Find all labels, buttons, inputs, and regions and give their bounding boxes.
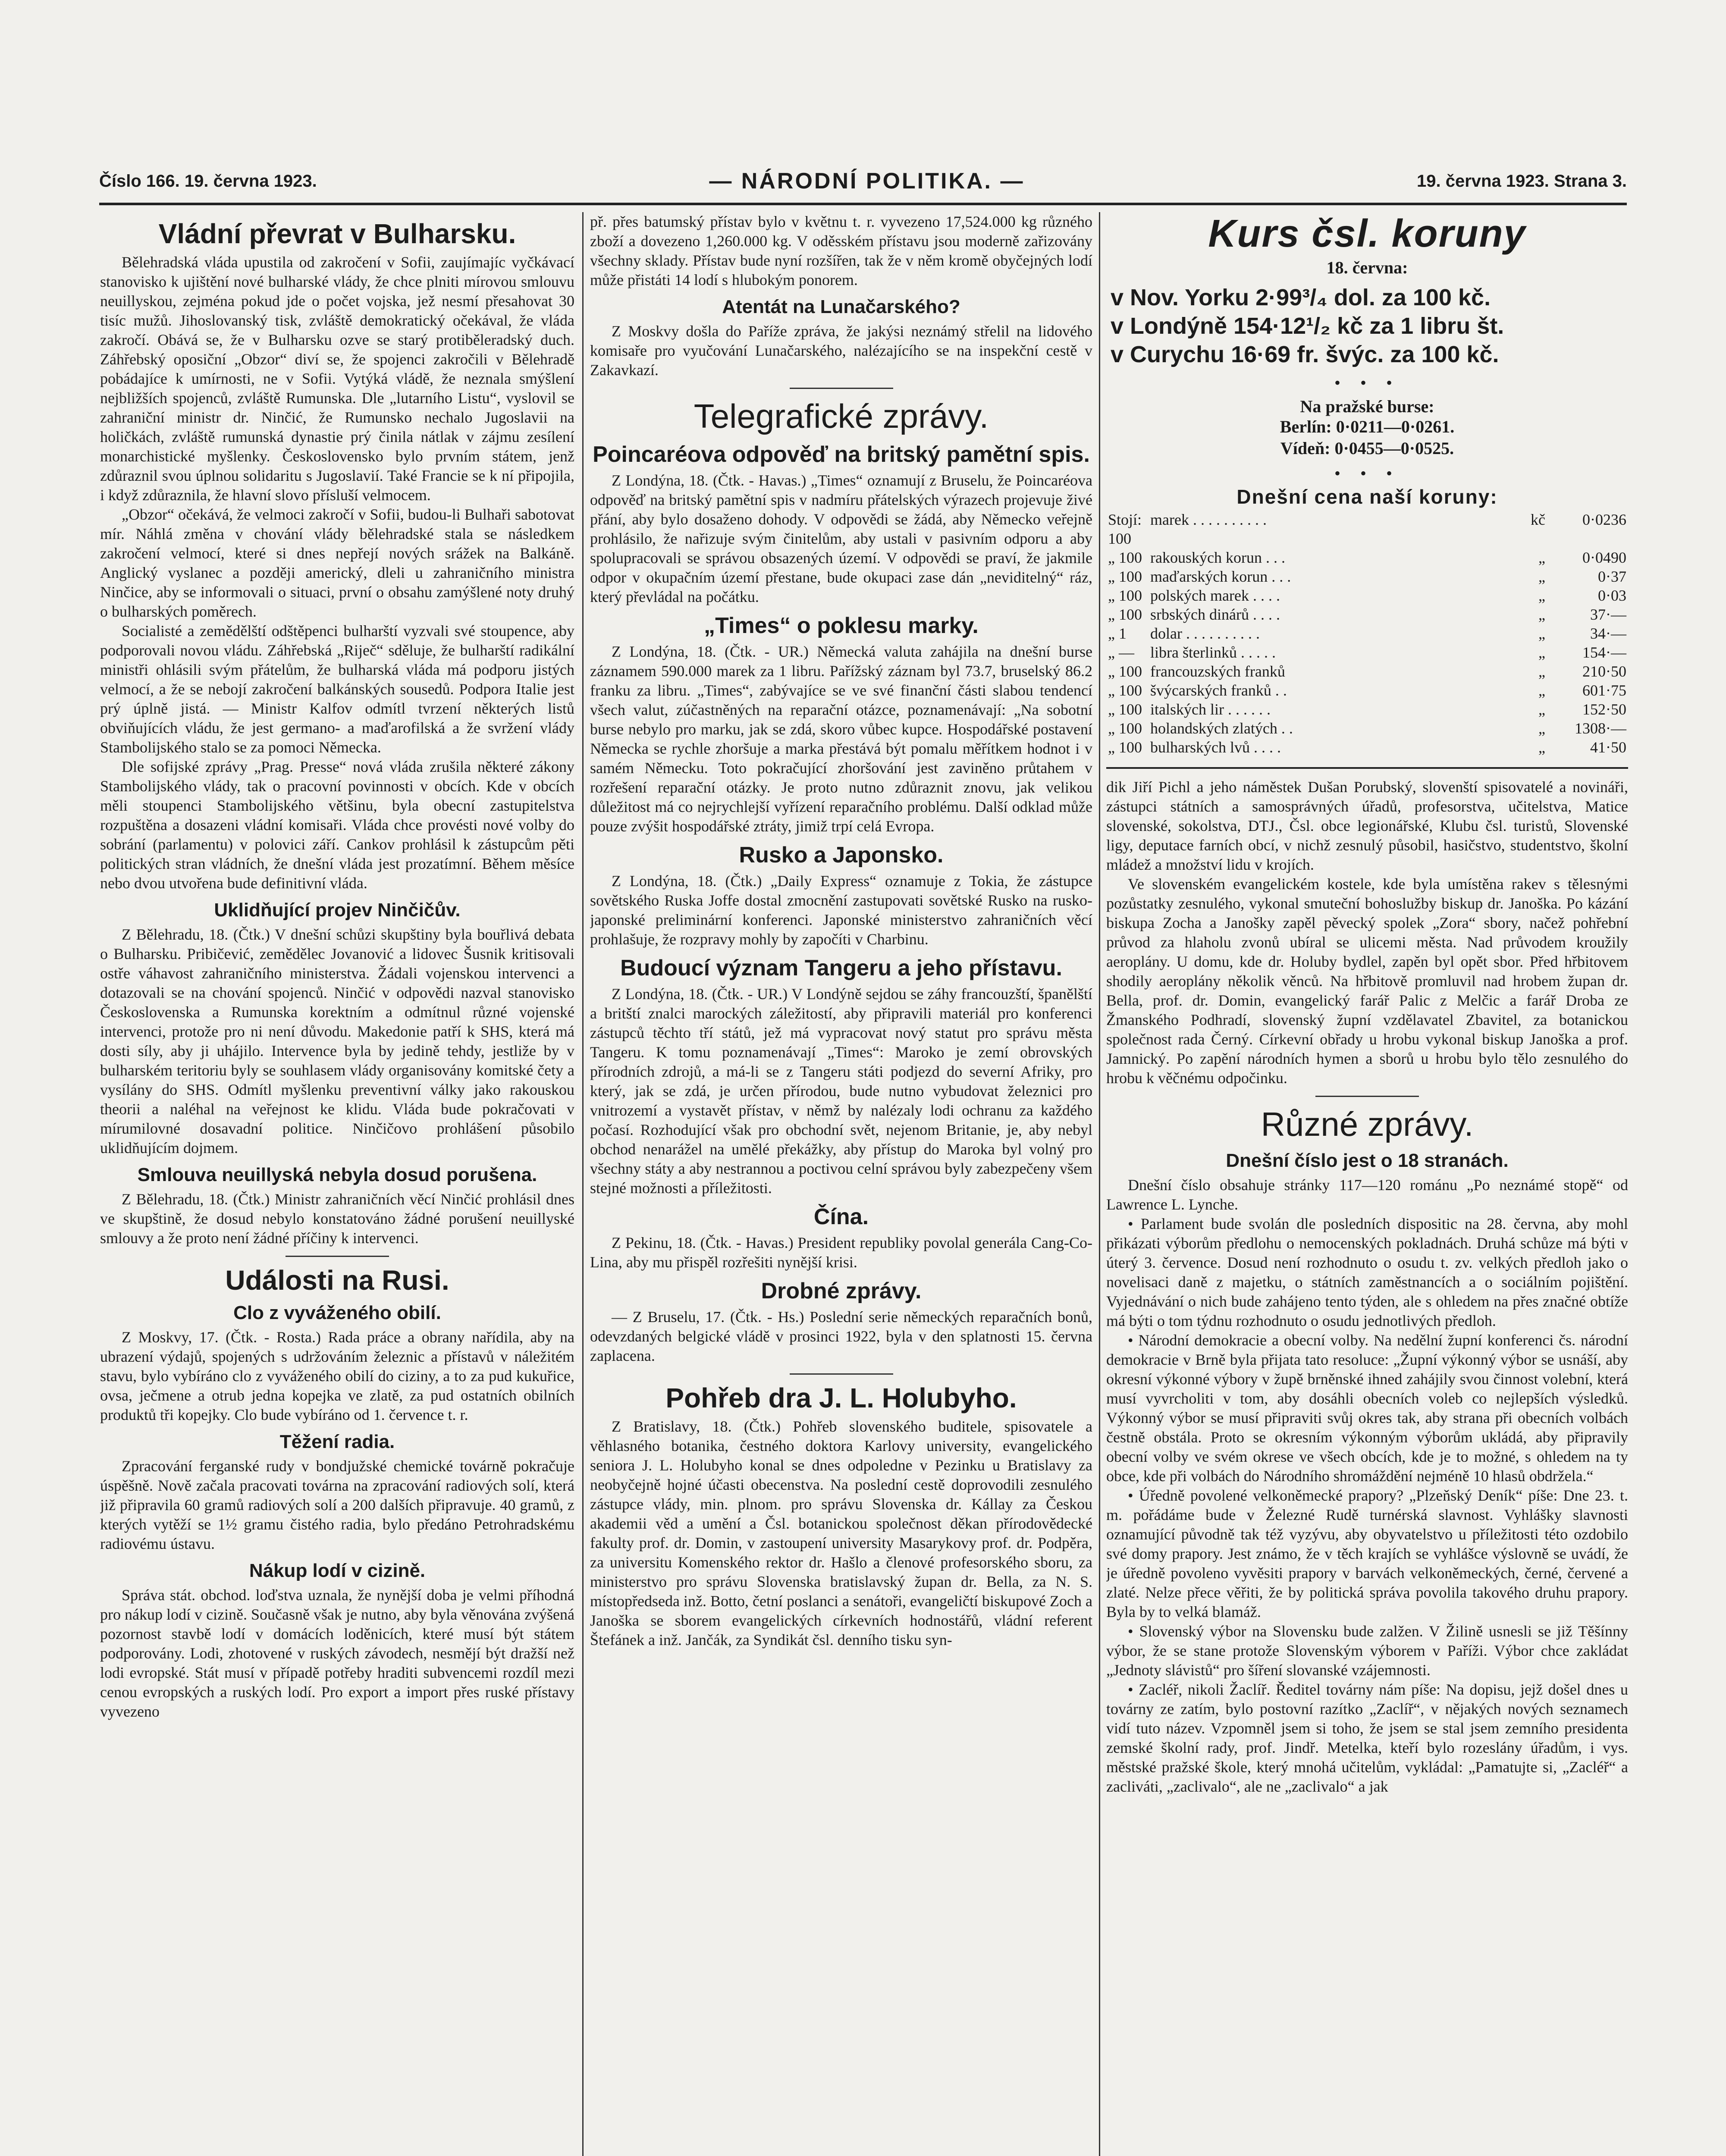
article-paragraph: Dnešní číslo obsahuje stránky 117—120 románu „Po neznámé stopě“ od Lawrence L. Lynche. (1106, 1176, 1628, 1213)
rate-unit: „ (1538, 682, 1545, 699)
article-paragraph: • Parlament bude svolán dle posledních dispositic na 28. června, aby mohl přikázati výborům předlohu o nemocenských pokladnách. Druhá schůze má býti v úterý 3. července. Dosud není rozhodnuto o osudu t. zv. velkých předloh jako o novelisaci daně z majetku, o státních zaměstnancích a o sociálním pojištění. Vyjednávání o nich bude zahájeno tento týden, ale s ohledem na přes značné obtíže má býti o tom týdnu rozhodnuto o osudu jednotlivých předloh. (1106, 1215, 1628, 1329)
article-paragraph: Z Londýna, 18. (Čtk. - UR.) V Londýně sejdou se záhy francouzští, španělští a britští znalci marockých záležitostí, aby připravili materiál pro konferenci zástupců těchto tří států, jež má vypracovat nový statut pro správu města Tangeru. K tomu poznamenávají „Times“: Maroko je zemí obrovských přírodních zdrojů, a má-li se z Tangeru státi podjezd do severní Afriky, pro který, jak se zdá, je určen přírodou, bude nutno vybudovat železnici pro vnitrozemí a vystavět přístav, v němž by nalézaly lodi ochranu za každého počasí. Rozhodující však pro obchodní svět, nejenom Britanie, je, aby nebyl obchod nenarážel na umělé překážky, aby přístup do Maroka byl volný pro všechny státy a aby nestrannou a poctivou celní správou byly zabezpečeny všem stejné možnosti a příležitosti. (590, 985, 1092, 1197)
rate-currency: srbských dinárů . . . . (1150, 606, 1280, 623)
rate-row (1106, 605, 1628, 624)
article-subtitle: Dnešní číslo jest o 18 stranách. (1226, 1150, 1509, 1171)
section-divider (1315, 1096, 1419, 1097)
article-subtitle: Smlouva neuillyská nebyla dosud porušena. (137, 1164, 537, 1185)
rate-value: 152·50 (1582, 701, 1626, 718)
article-paragraph: př. přes batumský přístav bylo v květnu t. r. vyvezeno 17,524.000 kg různého zboží a dovezeno 1,260.000 kg. V oděsském přístavu jsou moderně zařizovány všechny sklady. Přístav bude nyní rozšířen, tak že v něm kromě obyčejných lodí může přistáti 14 lodí s hlubokým ponorem. (590, 213, 1092, 288)
rate-unit: „ (1538, 720, 1545, 737)
article-paragraph: • Úředně povolené velkoněmecké prapory? „Plzeňský Deník“ píše: Dne 23. t. m. pořádáme bude v Železné Rudě turnérská slavnost. Vyhlášky slavnosti oznamující původně tak též vyzývu, aby obyvatelstvo u příležitosti této ozdobilo své domy prapory. Jest známo, že v těch krajích se vyhlášce výslovně se uvádí, že je úředně povoleno vyvěsiti prapory v barvách velkoněmeckých, černé, červené a zlaté. Nelze přece věřiti, že by politická správa povolila takového druhu prapory. Byla by to velká blamáž. (1106, 1487, 1628, 1620)
article-paragraph: Dle sofijské zprávy „Prag. Presse“ nová vláda zrušila některé zákony Stambolijského vlády, tak o pracovní povinnosti v obcích. Kde v obcích měli stoupenci Stambolijského většinu, byla obecní zastupitelstva rozpuštěna a dosazeni vládní komisaři. Vláda chce provésti nové volby do sobrání (parlamentu) v polovici září. Cankov prohlásil k zástupcům pěti politických stran vládních, že dnešní vláda jest prozatímní. Během měsíce nebo dvou utvořena bude definitivní vláda. (100, 758, 574, 892)
bourse-heading: Na pražské burse: (1300, 397, 1434, 416)
article-subtitle: „Times“ o poklesu marky. (704, 613, 979, 638)
exchange-rate-title: Kurs čsl. koruny (1208, 212, 1526, 255)
rate-unit: „ (1538, 644, 1545, 661)
article-subtitle: Drobné zprávy. (761, 1279, 922, 1304)
ornament: • • • (1334, 464, 1400, 483)
rate-row (1106, 681, 1628, 700)
rate-row (1106, 624, 1628, 643)
rates-table (1106, 510, 1628, 757)
rate-quantity: „ — (1108, 644, 1134, 661)
rate-zurich: v Curychu 16·69 fr. švýc. za 100 kč. (1111, 342, 1499, 367)
article-paragraph: Socialisté a zemědělští odštěpenci bulharští vyzvali své stoupence, aby podporovali novou vládu. Záhřebská „Riječ“ sděluje, že bulharští radikální ministři ohlásili svým přátelům, že bulharská vláda má podporu jistých velmocí, a že se nebojí zakročení balkánských sousedů. Podpora Italie jest prý úplně jistá. — Ministr Kalfov odmítl tvrzení některých listů obviňujících vládu, že jest germano- a maďarofilská a že svržení vlády Stambolijského stalo se za pomoci Německa. (100, 622, 574, 756)
rate-unit: „ (1538, 625, 1545, 642)
article-subtitle: Poincaréova odpověď na britský pamětní spis. (593, 442, 1090, 467)
article-paragraph: Z Pekinu, 18. (Čtk. - Havas.) President republiky povolal generála Cang-Co-Lina, aby mu přispěl rozřešiti nynější krisi. (590, 1234, 1092, 1271)
rate-unit: „ (1538, 549, 1545, 566)
article-paragraph: • Slovenský výbor na Slovensku bude zalžen. V Žilině usnesli se již Těšínny výbor, že se stane protože Slovenským výborem v Paříži. Výbor chce zakládat „Jednoty slávistů“ pro šíření slovanské vzájemnosti. (1106, 1623, 1628, 1679)
exchange-rate-date: 18. června: (1326, 258, 1408, 277)
rate-currency: švýcarských franků . . (1150, 682, 1287, 699)
article-paragraph: Z Londýna, 18. (Čtk. - Havas.) „Times“ oznamují z Bruselu, že Poincaréova odpověď na britský pamětní spis v nadmíru přátelských výrazech projevuje živé přání, aby bylo dosaženo dohody. V odpovědi se žádá, aby Německo veřejně prohlásilo, že nařizuje svým činitelům, aby ustali v pasivním odporu a aby spolupracovali se správou obsazených území. V odpovědi se praví, že jakmile odpor v okupačním území přestane, bude okupaci zase dán „neviditelný“ ráz, který převládal na počátku. (590, 472, 1092, 605)
rate-new-york: v Nov. Yorku 2·99³/₄ dol. za 100 kč. (1111, 285, 1491, 310)
rate-currency: marek . . . . . . . . . . (1150, 511, 1267, 528)
column-divider (1099, 212, 1100, 2156)
article-paragraph: „Obzor“ očekává, že velmoci zakročí v Sofii, budou-li Bulhaři sabotovat mír. Náhlá změna v chování vlády bělehradské stala se následkem zakročení velmocí, které si dnes nepřejí nových srážek na Balkáně. Anglický vyslanec a později americký, dleli u zahraničního ministra Ninčice, aby se informovali o situaci, první o obsahu zamýšlené noty druhý o bulharských poměrech. (100, 506, 574, 620)
section-divider (286, 1256, 389, 1257)
issue-number: Číslo 166. 19. června 1923. (99, 171, 317, 191)
article-paragraph: Zpracování ferganské rudy v bondjužské chemické továrně pokračuje úspěšně. Nově začala pracovati továrna na zpracování radiových solí, která již připravila 60 gramů radiových solí a 200 dalších připravuje. 40 gramů, z kterých vytěží se 1½ gramu čistého radia, bylo předáno Petrohradskému radiovému ústavu. (100, 1457, 574, 1552)
rate-value: 41·50 (1590, 739, 1626, 756)
article-title: Různé zprávy. (1261, 1105, 1474, 1143)
bourse-vienna: Vídeň: 0·0455—0·0525. (1280, 439, 1454, 458)
ornament: • • • (1334, 373, 1400, 392)
rate-unit: „ (1538, 739, 1545, 756)
rate-value: 0·0490 (1582, 549, 1626, 566)
article-paragraph: — Z Bruselu, 17. (Čtk. - Hs.) Poslední serie německých reparačních bonů, odevzdaných belgické vládě v prosinci 1922, byla v den splatnosti 15. června zaplacena. (590, 1308, 1092, 1364)
header-rule (99, 203, 1627, 205)
rate-value: 0·03 (1598, 587, 1626, 604)
rate-row (1106, 510, 1628, 548)
article-subtitle: Uklidňující projev Ninčičův. (214, 899, 461, 921)
article-title: Události na Rusi. (225, 1265, 449, 1296)
article-paragraph: Z Londýna, 18. (Čtk. - UR.) Německá valuta zahájila na dnešní burse záznamem 590.000 marek za 1 libru. Pařížský záznam byl 73.7, bruselský 86.2 franku za libru. „Times“, zabývajíce se ve své finanční části slabou tendencí všech valut, zúčastněných na reparační otázce, poznamenávají: „Na sobotní burse nebylo pro marku, jak se zdá, skoro vůbec kupce. Hospodářské postavení Německa se rychle zhoršuje a marka přestává být pomalu měřítkem hodnot i v samém Německu. Toto pokračující zhoršování jest zaviněno průtahem v rozřešení reparační otázky. Je proto nutno zdůraznit znovu, jak velikou důležitost má co nejrychlejší vyřízení reparačního problému. Další odklad může pouze zvýšit hospodářské ztráty, jimiž trpí celá Evropa. (590, 643, 1092, 835)
rate-value: 1308·— (1575, 720, 1626, 737)
rate-currency: francouzských franků (1150, 663, 1285, 680)
rate-currency: holandských zlatých . . (1150, 720, 1293, 737)
rate-row (1106, 700, 1628, 719)
rate-currency: libra šterlinků . . . . . (1150, 644, 1276, 661)
masthead: — NÁRODNÍ POLITIKA. — (709, 169, 1025, 194)
article-paragraph: dik Jiří Pichl a jeho náměstek Dušan Porubský, slovenští spisovatelé a novináři, zástupci státních a samosprávných úřadů, profesorstva, učitelstva, Matice slovenské, sokolstva, DTJ., Čsl. obce legionářské, Klubu čsl. turistů, Slovenské ligy, deputace farních obcí, v nichž zesnulý působil, hasičstvo, studentstvo, školní mládež a množství lidu v krojích. (1106, 778, 1628, 873)
rate-currency: italských lir . . . . . . (1150, 701, 1271, 718)
rate-quantity: „ 100 (1108, 549, 1142, 566)
section-divider (790, 1373, 893, 1375)
article-title: Telegrafické zprávy. (694, 397, 989, 435)
rate-quantity: „ 100 (1108, 587, 1142, 604)
article-subtitle: Rusko a Japonsko. (739, 843, 944, 868)
article-paragraph: Z Bratislavy, 18. (Čtk.) Pohřeb slovenského buditele, spisovatele a věhlasného botanika, čestného doktora Karlovy university, evangelického seniora J. L. Holubyho konal se dnes odpoledne v Pezinku u Bratislavy za neobyčejně hojné účasti obecenstva. Na poslední cestě doprovodili zesnulého zástupce vlády, min. plnom. pro správu Slovenska dr. Kállay za Českou akademii věd a umění a Čsl. botanickou společnost děkan přírodovědecké fakulty prof. dr. Domin, v zastoupení university Masarykovy prof. dr. Podpěra, za universitu Komenského rektor dr. Hašlo a členové profesorského sboru, za ministerstvo pro správu Slovenska bratislavský župan dr. Bella, za N. S. místopředseda inž. Botto, četní poslanci a senátoři, evangeličtí biskupové Zoch a Janoška se sborem evangelických církevních hodnostářů, vládní referent Štefánek a inž. Jančák, za Syndikát čsl. denního tisku syn- (590, 1418, 1092, 1648)
rate-currency: rakouských korun . . . (1150, 549, 1285, 566)
column-3 (1106, 212, 1628, 2156)
rate-unit: „ (1538, 663, 1545, 680)
rate-row (1106, 567, 1628, 586)
article-subtitle: Nákup lodí v cizině. (249, 1560, 426, 1581)
article-paragraph: Ve slovenském evangelickém kostele, kde byla umístěna rakev s tělesnými pozůstatky zesnulého, vykonal smuteční bohoslužby biskup dr. Janoška. Po kázání biskupa Zocha a Janošky zapěl pěvecký spolek „Zora“ sbory, načež pohřební průvod za hlaholu zvonů ubíral se ulicemi města. Nad průvodem kroužily aeroplány. U domu, kde dr. Holuby bydlel, zapěn byl opět sbor. Před hřbitovem shodily aeroplány několik věnců. Na hřbitově promluvil nad hrobem župan dr. Bella, prof. dr. Domin, evangelický farář Palic z Melčic a farář Droba ze Žmanského Podhradí, slovenský župní vzdělavatel Zbavitel, za botanickou společnost rada Černý. Církevní obřady u hrobu vykonal biskup Janoška a prof. Jamnický. Po zapění národních hymen a sborů u hrobu bylo tělo zesnulého do hrobu k věčnému odpočinku. (1106, 875, 1628, 1087)
rate-london: v Londýně 154·12¹/₂ kč za 1 libru št. (1111, 313, 1504, 339)
article-paragraph: Z Bělehradu, 18. (Čtk.) Ministr zahraničních věcí Ninčić prohlásil dnes ve skupštině, že dosud nebylo konstatováno žádné porušení neuillyské smlouvy a že proto není žádné příčiny k intervenci. (100, 1191, 574, 1247)
section-divider (790, 388, 893, 389)
article-title: Vládní převrat v Bulharsku. (158, 218, 516, 249)
bourse-berlin: Berlín: 0·0211—0·0261. (1280, 417, 1455, 436)
page-header (99, 164, 1627, 198)
rate-currency: bulharských lvů . . . . (1150, 739, 1281, 756)
article-title: Pohřeb dra J. L. Holubyho. (665, 1382, 1017, 1413)
rate-value: 210·50 (1582, 663, 1626, 680)
rate-quantity: „ 100 (1108, 739, 1142, 756)
rate-unit: „ (1538, 606, 1545, 623)
rate-row (1106, 662, 1628, 681)
rate-row (1106, 548, 1628, 567)
article-paragraph: • Zacléř, nikoli Žaclíř. Ředitel továrny nám píše: Na dopisu, jejž došel dnes u továrny ze zatím, bylo postovní razítko „Zaclíř“, v nějakých nových seznamech vidí tuto název. Vzpomněl jsem si toho, že jsem se stal jsem zemního presidenta zemské školní rady, prof. Jindř. Metelka, kteří bylo rozeslány úřadům, i vys. městské pražské škole, který mnohá učitelům, vykládal: „Pamatujte si, „Zacléř“ a zacliváti, „zaclivalo“, ale ne „zaclivalo“ a jak (1106, 1681, 1628, 1795)
article-subtitle: Čína. (813, 1204, 869, 1229)
rate-currency: polských marek . . . . (1150, 587, 1280, 604)
article-paragraph: Správa stát. obchod. loďstva uznala, že nynější doba je velmi příhodná pro nákup lodí v cizině. Současně však je nutno, aby byla věnována zvýšená pozornost stavbě lodí v domácích loděnicích, které musí být státem podporovány. Lodi, zhotovené v ruských závodech, nesmějí být dražší než lodi evropské. Stát musí v případě potřeby hraditi subvencemi rozdíl mezi cenou evropských a ruských lodí. Pro export a import přes ruské přístavy vyvezeno (100, 1586, 574, 1720)
rate-unit: „ (1538, 701, 1545, 718)
article-paragraph: Z Bělehradu, 18. (Čtk.) V dnešní schůzi skupštiny byla bouřlivá debata o Bulharsku. Pribičević, zemědělec Jovanović a lidovec Šusnik kritisovali ostře váhavost zahraničního ministerstva. Žádali vojenskou intervenci a dotazovali se na chování spojenců. Ninčić v odpovědi nazval stanovisko Československa a Rumunska korektním a odmítnul různé vojenské intervenci, protože pro ni není důvodu. Makedonie patří k SHS, která má dosti síly, aby ji uhájilo. Intervence byla by jedině tehdy, jestliže by v bulharském teritoriu byly se souhlasem vlády organisovány komitské čety a vysílány do SHS. Odmítl myšlenku preventivní války jako rakouskou theorii a naléhal na veřejnost ke klidu. Vláda bude pokračovati v mírumilovné dosavadní politice. Ninčičovo prohlášení působilo uklidňujícím dojmem. (100, 926, 574, 1156)
rate-quantity: „ 100 (1108, 568, 1142, 585)
exchange-rate-box (1106, 212, 1628, 769)
rate-row (1106, 643, 1628, 662)
article-paragraph: Z Londýna, 18. (Čtk.) „Daily Express“ oznamuje z Tokia, že zástupce sovětského Ruska Joffe dostal zmocnění zastupovati sovětské Rusko na rusko-japonské preliminární konferenci. Japonské ministerstvo zahraničních věcí prohlašuje, že rozpravy mohly by započíti v Charbinu. (590, 872, 1092, 948)
rate-currency: dolar . . . . . . . . . . (1150, 625, 1260, 642)
rate-quantity: „ 100 (1108, 682, 1142, 699)
rate-value: 37·— (1590, 606, 1626, 623)
article-subtitle: Budoucí význam Tangeru a jeho přístavu. (620, 956, 1062, 981)
rate-unit: „ (1538, 587, 1545, 604)
rate-row (1106, 738, 1628, 757)
rate-quantity: „ 1 (1108, 625, 1127, 642)
rate-quantity: „ 100 (1108, 606, 1142, 623)
price-title: Dnešní cena naší koruny: (1236, 486, 1498, 508)
article-paragraph: • Národní demokracie a obecní volby. Na nedělní župní konferenci čs. národní demokracie v Brně byla přijata tato resoluce: „Župní výkonný výbor se usnáší, aby okresní výkonné výbory v župě brněnské ihned zahájily svou činnost volební, která musí vyvrcholiti v tom, aby dosáhli obecních voleb co nejlepších výsledků. Výkonný výbor se musí připraviti svůj okres tak, aby strana při obecních volbách čestně obstála. Proto se okresním výkonným výborům ukládá, aby připravily obecní volby ve svém okrese ve všech obcích, kde je to možné, s ohledem na ty obce, kde při volbách do Národního shromáždění nejméně 10 hlasů obdržela.“ (1106, 1332, 1628, 1485)
rate-row (1106, 586, 1628, 605)
rate-value: 34·— (1590, 625, 1626, 642)
column-1 (100, 212, 574, 2156)
rate-unit: kč (1531, 511, 1545, 528)
rate-row (1106, 719, 1628, 738)
article-subtitle: Těžení radia. (279, 1431, 395, 1452)
rate-value: 0·0236 (1582, 511, 1626, 528)
rate-value: 154·— (1582, 644, 1626, 661)
column-2 (590, 212, 1092, 2156)
article-paragraph: Bělehradská vláda upustila od zakročení v Sofii, zaujímajíc vyčkávací stanovisko k ujištění nové bulharské vlády, že chce plniti mírovou smlouvu neuillyskou, zejména pokud jde o počet vojska, jež nesmí přesahovat 30 tisíc mužů. Jihoslovanský tisk, zvláště demokratický očekával, že vláda zakročí. Obává se, že v Bulharsku ozve se starý protiběleradský duch. Záhřebský oposiční „Obzor“ diví se, že spojenci zakročili v Bělehradě pobádajíce k umírnosti, ne v Sofii. Vytýká vládě, že neznala smýšlení nejbližších spojenců, zvláště Rumunska. Dle „lutarního Listu“, vyslovil se zahraniční ministr dr. Ninčić, že Rumunsko nechalo Jugoslavii na holičkách, zvláště rumunská dynastie prý činila nátlak v zájmu zesílení monarchistické myšlenky. Československo bylo prvním státem, jenž zdůraznil svou úplnou solidaritu s Jugoslavií. Také Francie se k ní připojila, i když zdůraznila, že hlavní slovo přísluší velmocem. (100, 254, 574, 504)
rate-quantity: „ 100 (1108, 663, 1142, 680)
rate-value: 0·37 (1598, 568, 1626, 585)
rate-quantity: „ 100 (1108, 720, 1142, 737)
rate-currency: maďarských korun . . . (1150, 568, 1291, 585)
article-paragraph: Z Moskvy došla do Paříže zpráva, že jakýsi neznámý střelil na lidového komisaře pro vyučování Lunačarského, nalézajícího se na inspekční cestě v Zakavkazí. (590, 323, 1092, 379)
rate-unit: „ (1538, 568, 1545, 585)
rate-quantity: Stojí: 100 (1108, 511, 1142, 547)
column-divider (582, 212, 584, 2156)
page-number: 19. června 1923. Strana 3. (1417, 171, 1627, 191)
rate-value: 601·75 (1582, 682, 1626, 699)
article-paragraph: Z Moskvy, 17. (Čtk. - Rosta.) Rada práce a obrany nařídila, aby na ubrazení výdajů, spojených s udržováním železnic a přístavů v náležitém stavu, bylo vybíráno clo z vyváženého obilí do ciziny, a to za pud kukuřice, ovsa, ječmene a otrub jedna kopejka ve zlatě, za pud ostatních obilních produktů tři kopejky. Clo bude vybíráno od 1. července t. r. (100, 1329, 574, 1423)
rate-quantity: „ 100 (1108, 701, 1142, 718)
article-subtitle: Atentát na Lunačarského? (722, 296, 960, 317)
article-subtitle: Clo z vyváženého obilí. (233, 1302, 441, 1323)
